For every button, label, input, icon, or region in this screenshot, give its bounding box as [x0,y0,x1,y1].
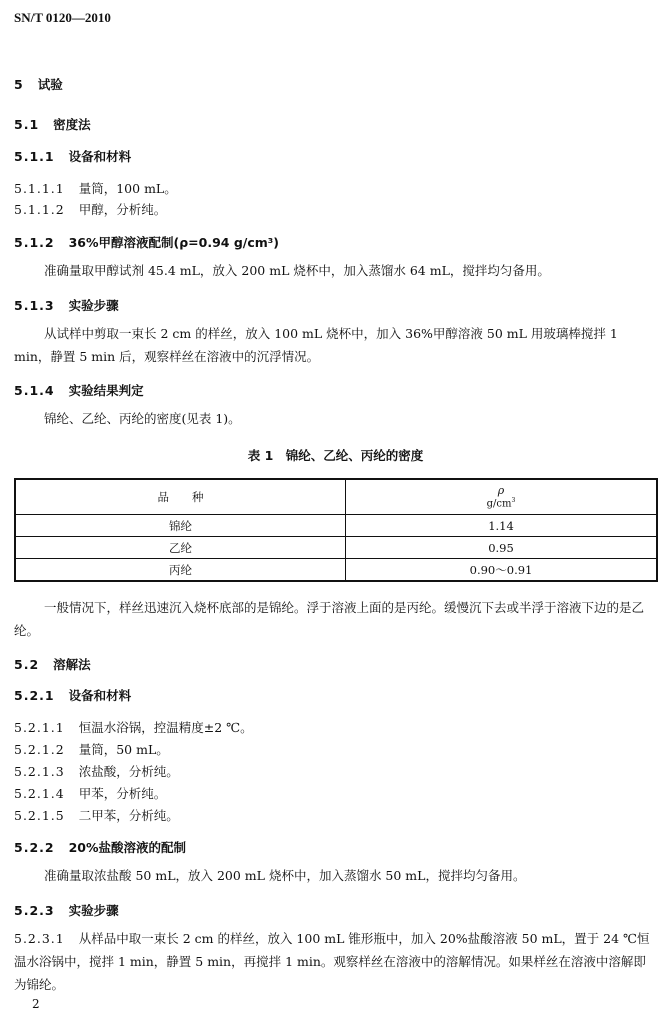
section-5-1-heading: 5.1 密度法 [14,117,91,132]
page-number: 2 [32,997,40,1011]
section-5-1-2-heading: 5.1.2 36%甲醇溶液配制(ρ=0.94 g/cm³) [14,235,279,250]
item-5-1-1-1: 5.1.1.1 量筒，100 mL。 [14,181,177,196]
item-5-2-3-1: 5.2.3.1 从样品中取一束长 2 cm 的样丝，放入 100 mL 锥形瓶中，加入 20%盐酸溶液 50 mL，置于 24 ℃恒温水浴锅中，搅拌 1 min，静置 5 min，再搅拌 1 min。观察样丝在溶液中的溶解情况。如果样丝在溶液中溶解即为锦纶。 [14,931,650,992]
section-5-1-1-heading: 5.1.1 设备和材料 [14,149,132,164]
paragraph-5-2-2: 准确量取浓盐酸 50 mL，放入 200 mL 烧杯中，加入蒸馏水 50 mL，搅拌均匀备用。 [44,868,526,883]
item-5-2-1-4: 5.2.1.4 甲苯，分析纯。 [14,786,167,801]
table-header-variety: 品 种 [15,479,346,515]
item-5-1-1-2: 5.1.1.2 甲醇，分析纯。 [14,202,167,217]
paragraph-after-table: 一般情况下，样丝迅速沉入烧杯底部的是锦纶。浮于溶液上面的是丙纶。缓慢沉下去或半浮于溶液下边的是乙纶。 [14,600,645,638]
section-5-2-2-heading: 5.2.2 20%盐酸溶液的配制 [14,840,187,855]
section-5-2-1-heading: 5.2.1 设备和材料 [14,688,132,703]
section-5-2-3-heading: 5.2.3 实验步骤 [14,903,119,918]
section-5-1-3-heading: 5.1.3 实验步骤 [14,298,119,313]
table-cell-variety: 锦纶 [15,515,346,537]
table-row [15,559,657,582]
standard-code: SN/T 0120—2010 [14,10,111,25]
section-5-heading: 5 试验 [14,77,63,92]
table-cell-density: 1.14 [346,515,658,537]
section-5-1-4-heading: 5.1.4 实验结果判定 [14,383,144,398]
table-cell-density: 0.95 [346,537,658,559]
paragraph-5-1-3: 从试样中剪取一束长 2 cm 的样丝，放入 100 mL 烧杯中，加入 36%甲醇溶液 50 mL 用玻璃棒搅拌 1 min，静置 5 min 后，观察样丝在溶液中的沉浮情况。 [14,326,618,364]
table-cell-density: 0.90～0.91 [346,559,658,582]
density-table [14,478,658,582]
table-1-title: 表 1 锦纶、乙纶、丙纶的密度 [247,448,424,463]
item-5-2-1-1: 5.2.1.1 恒温水浴锅，控温精度±2 ℃。 [14,720,253,735]
table-cell-variety: 丙纶 [15,559,346,582]
item-5-2-1-2: 5.2.1.2 量筒，50 mL。 [14,742,169,757]
item-5-2-1-3: 5.2.1.3 浓盐酸，分析纯。 [14,764,179,779]
section-5-2-heading: 5.2 溶解法 [14,657,91,672]
paragraph-5-1-2: 准确量取甲醇试剂 45.4 mL，放入 200 mL 烧杯中，加入蒸馏水 64 mL，搅拌均匀备用。 [44,263,550,278]
table-cell-variety: 乙纶 [15,537,346,559]
table-header-density: ρ $g/cm^3$ [346,479,658,515]
table-row [15,537,657,559]
table-row [15,515,657,537]
item-5-2-1-5: 5.2.1.5 二甲苯，分析纯。 [14,808,179,823]
paragraph-5-1-4: 锦纶、乙纶、丙纶的密度(见表 1)。 [44,411,241,426]
